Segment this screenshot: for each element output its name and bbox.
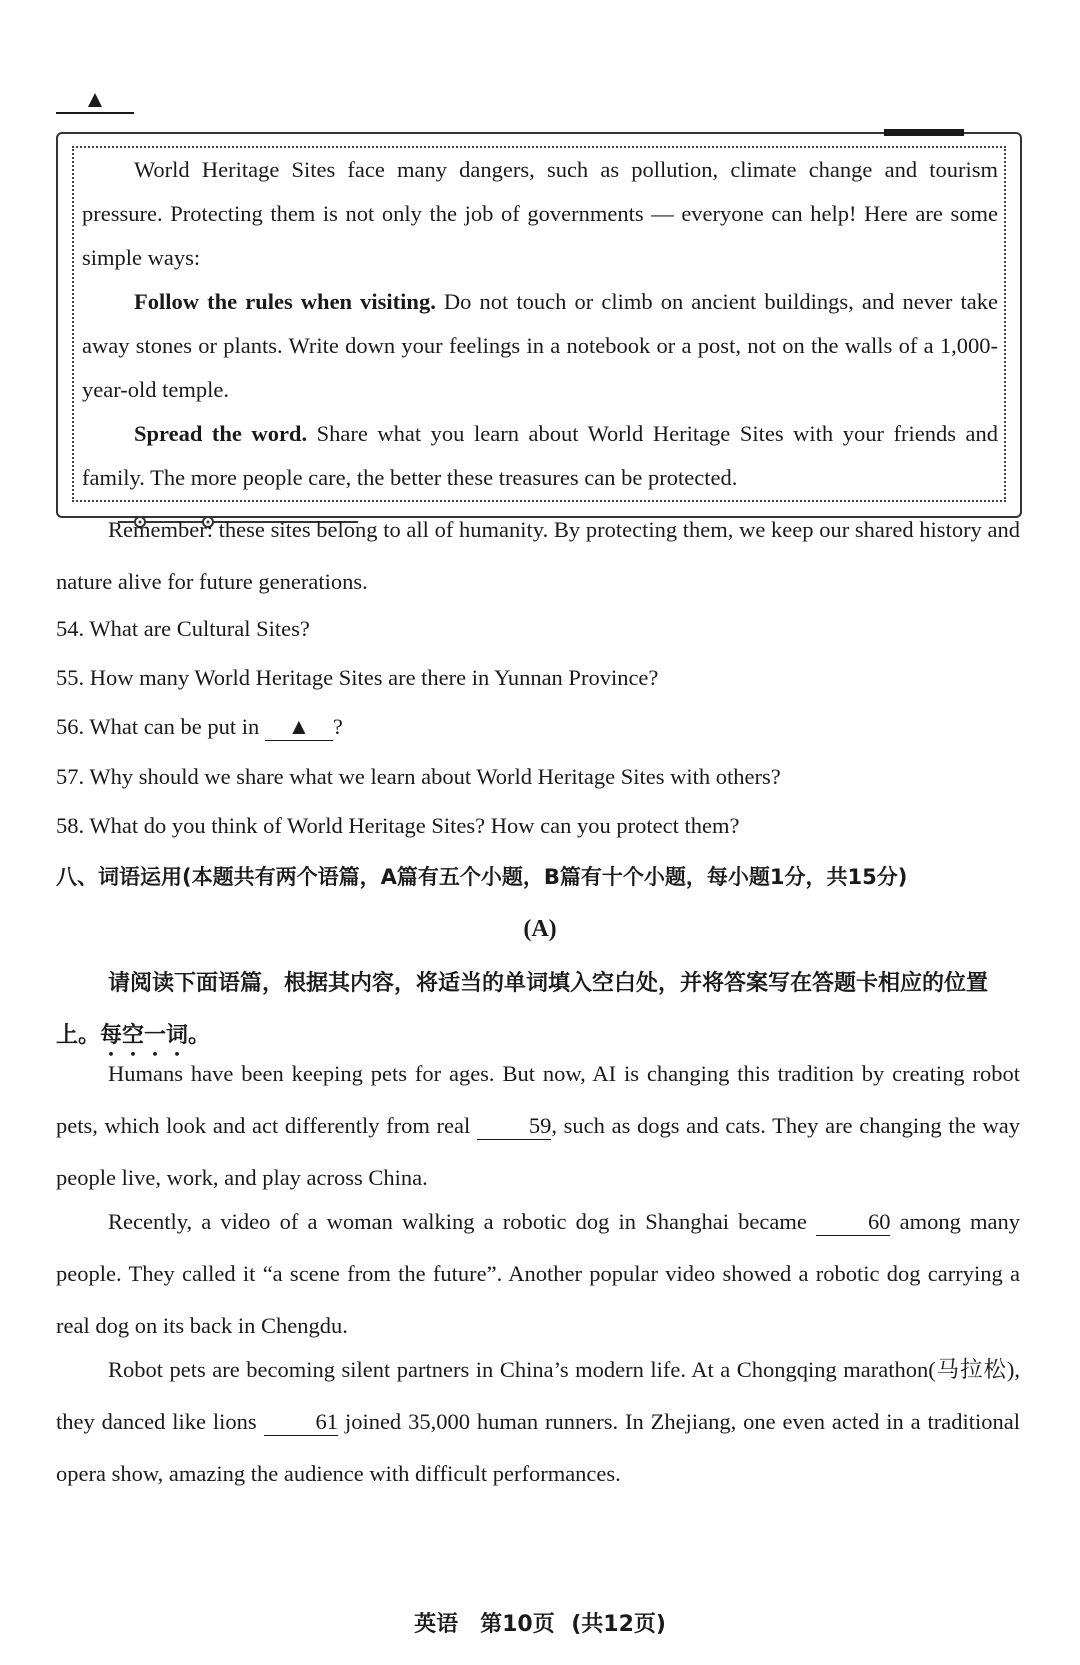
passage-p2-start: Recently, a video of a woman walking a robotic dog in Shanghai became [108,1209,816,1234]
tip-follow-rules [82,280,998,412]
tip-spread-word-text: Share what you learn about World Heritage Sites with your friends and family. The more people care, the better these treasures can be protected. [82,421,998,490]
frame-decor-bar [884,129,964,136]
tip-spread-word-heading: Spread the word. [134,421,308,446]
answer-blank-marker [56,88,134,114]
passage-p3-end: joined 35,000 human runners. In Zhejiang, one even acted in a traditional opera show, amazing the audience with difficult performances. [56,1409,1020,1486]
part-a-label: (A) [523,916,557,942]
tips-box [56,132,1022,518]
question-54: 54. What are Cultural Sites? [56,616,310,641]
passage-paragraph-3 [56,1344,1020,1500]
triangle-icon: ▲ [83,87,107,113]
footer-page-number: 第10页 [480,1612,555,1637]
passage-p1-end: , such as dogs and cats. They are changing the way people live, work, and play across China. [56,1113,1020,1190]
passage-paragraph-1 [56,1048,1020,1204]
section-eight-title: 八、词语运用(本题共有两个语篇，A篇有五个小题，B篇有十个小题，每小题1分，共15分) [56,865,908,889]
instructions [56,958,1020,1062]
instructions-emphasis: 每空一词 [100,1023,189,1048]
footer-subject: 英语 [414,1612,459,1637]
tips-intro-paragraph: World Heritage Sites face many dangers, such as pollution, climate change and tourism pressure. Protecting them is not only the job of governments — everyone can help! Here are some simple ways: [82,157,998,270]
question-55: 55. How many World Heritage Sites are there in Yunnan Province? [56,665,659,690]
question-56-end: ? [332,714,343,739]
blank-59: 59 [477,1113,552,1140]
question-56-text: 56. What can be put in [56,714,265,739]
tip-follow-rules-text: Do not touch or climb on ancient buildings, and never take away stones or plants. Write down your feelings in a notebook or a post, not on the walls of a 1,000-year-old temple. [82,289,999,402]
passage-p2-end: among many people. They called it “a scene from the future”. Another popular video showed a robotic dog carrying a real dog on its back in Chengdu. [56,1209,1021,1338]
instructions-end: 。 [188,1023,211,1048]
footer-page-total: (共12页) [571,1612,666,1637]
tips-box-text [82,148,998,500]
passage-p1-start: Humans have been keeping pets for ages. But now, AI is changing this tradition by creating robot pets, which look and act differently from real [56,1061,1020,1138]
tip-spread-word [82,412,998,500]
question-56 [56,710,343,744]
blank-61: 61 [264,1409,339,1436]
remember-paragraph: Remember: these sites belong to all of humanity. By protecting them, we keep our shared history and nature alive for future generations. [56,517,1020,594]
question-58: 58. What do you think of World Heritage Sites? How can you protect them? [56,813,740,838]
triangle-icon: ▲ [265,714,333,741]
question-57: 57. Why should we share what we learn about World Heritage Sites with others? [56,764,781,789]
passage-p3-start: Robot pets are becoming silent partners in China’s modern life. At a Chongqing marathon(马拉松), they danced like lions [56,1357,1020,1434]
passage-paragraph-2 [56,1196,1020,1352]
blank-60: 60 [816,1209,891,1236]
page-footer [0,1608,1080,1641]
tip-follow-rules-heading: Follow the rules when visiting. [134,289,436,314]
instructions-main: 请阅读下面语篇，根据其内容，将适当的单词填入空白处，并将答案写在答题卡相应的位置上。 [56,971,989,1048]
